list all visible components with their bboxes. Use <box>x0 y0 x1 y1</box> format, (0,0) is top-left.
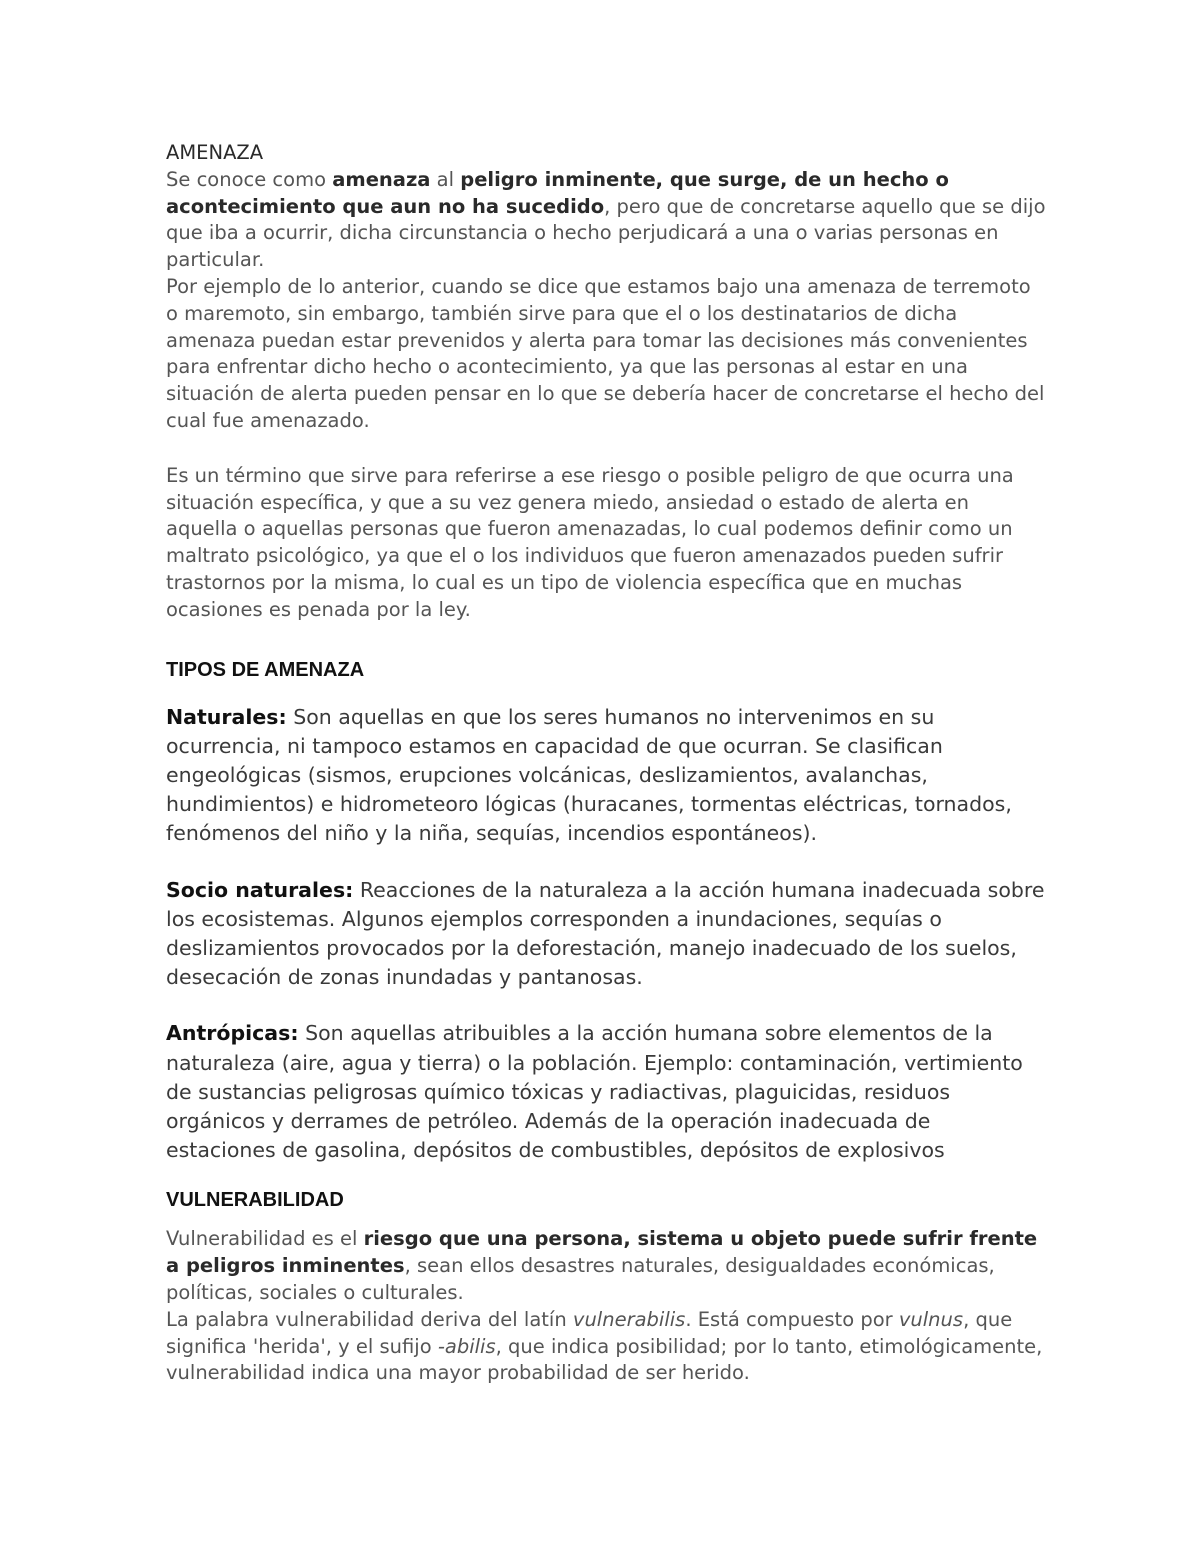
bold-definition: riesgo que una persona, sistema u objeto puede sufrir frente a peligros inminentes <box>166 1227 1038 1278</box>
text-run: , pero que de concretarse aquello que se dijo que iba a ocurrir, dicha circunstancia o hecho perjudicará a una o varias personas en particular. <box>166 194 1046 272</box>
amenaza-definition-paragraph <box>166 167 1046 274</box>
tipo-description: Reacciones de la naturaleza a la acción humana inadecuada sobre los ecosistemas. Algunos ejemplos corresponden a inundaciones, sequías o deslizamientos provocados por la deforestación, manejo inadecuado de los suelos, desecación de zonas inundadas y pantanosas. <box>166 877 1045 990</box>
tipo-naturales-paragraph <box>166 703 1046 849</box>
tipo-socio-naturales-paragraph <box>166 876 1046 993</box>
tipo-label: Naturales: <box>166 704 287 729</box>
text-run: . Está compuesto por <box>685 1307 899 1331</box>
latin-term: vulnus <box>898 1307 964 1331</box>
vulnerabilidad-definition-paragraph <box>166 1226 1046 1306</box>
tipo-description: Son aquellas en que los seres humanos no intervenimos en su ocurrencia, ni tampoco estamos en capacidad de que ocurran. Se clasifican engeológicas (sismos, erupciones volcánicas, deslizamientos, avalanchas, hundimientos) e hidrometeoro lógicas (huracanes, tormentas eléctricas, tornados, fenómenos del niño y la niña, sequías, incendios espontáneos). <box>166 704 1012 846</box>
amenaza-term-paragraph: Es un término que sirve para referirse a ese riesgo o posible peligro de que ocurra una situación específica, y que a su vez genera miedo, ansiedad o estado de alerta en aquella o aquellas personas que fueron amenazadas, lo cual podemos definir como un maltrato psicológico, ya que el o los individuos que fueron amenazados pueden sufrir trastornos por la misma, lo cual es un tipo de violencia específica que en muchas ocasiones es penada por la ley. <box>166 463 1014 621</box>
tipo-label: Antrópicas: <box>166 1021 299 1046</box>
paragraph-spacer <box>166 435 1046 463</box>
text-run: La palabra vulnerabilidad deriva del latín <box>166 1307 573 1331</box>
latin-term: vulnerabilis <box>572 1307 686 1331</box>
section-heading-vulnerabilidad: VULNERABILIDAD <box>166 1189 344 1212</box>
document-page <box>166 140 1046 1387</box>
section-title-amenaza: AMENAZA <box>166 141 264 164</box>
text-run: , que significa 'herida', y el sufijo <box>166 1307 1013 1358</box>
bold-term: amenaza <box>332 167 431 191</box>
tipo-antropicas-paragraph <box>166 1019 1046 1165</box>
latin-suffix: -abilis <box>437 1334 496 1358</box>
tipo-description: Son aquellas atribuibles a la acción humana sobre elementos de la naturaleza (aire, agua y tierra) o la población. Ejemplo: contaminación, vertimiento de sustancias peligrosas químico tóxicas y radiactivas, plaguicidas, residuos orgánicos y derrames de petróleo. Además de la operación inadecuada de estaciones de gasolina, depósitos de combustibles, depósitos de explosivos <box>166 1021 1023 1163</box>
text-run: al <box>430 167 461 191</box>
amenaza-example-paragraph: Por ejemplo de lo anterior, cuando se dice que estamos bajo una amenaza de terremoto o maremoto, sin embargo, también sirve para que el o los destinatarios de dicha amenaza puedan estar prevenidos y alerta para tomar las decisiones más convenientes para enfrentar dicho hecho o acontecimiento, ya que las personas al estar en una situación de alerta pueden pensar en lo que se debería hacer de concretarse el hecho del cual fue amenazado. <box>166 274 1045 432</box>
text-run: , que indica posibilidad; por lo tanto, etimológicamente, vulnerabilidad indica una mayor probabilidad de ser herido. <box>166 1334 1043 1385</box>
bold-definition: peligro inminente, que surge, de un hecho o acontecimiento que aun no ha sucedido <box>166 167 949 218</box>
section-heading-tipos: TIPOS DE AMENAZA <box>166 658 365 681</box>
text-run: Se conoce como <box>166 167 333 191</box>
vulnerabilidad-etymology-paragraph <box>166 1307 1046 1387</box>
text-run: Vulnerabilidad es el <box>166 1227 364 1251</box>
text-run: , sean ellos desastres naturales, desigualdades económicas, políticas, sociales o culturales. <box>166 1254 995 1304</box>
tipo-label: Socio naturales: <box>166 877 354 902</box>
